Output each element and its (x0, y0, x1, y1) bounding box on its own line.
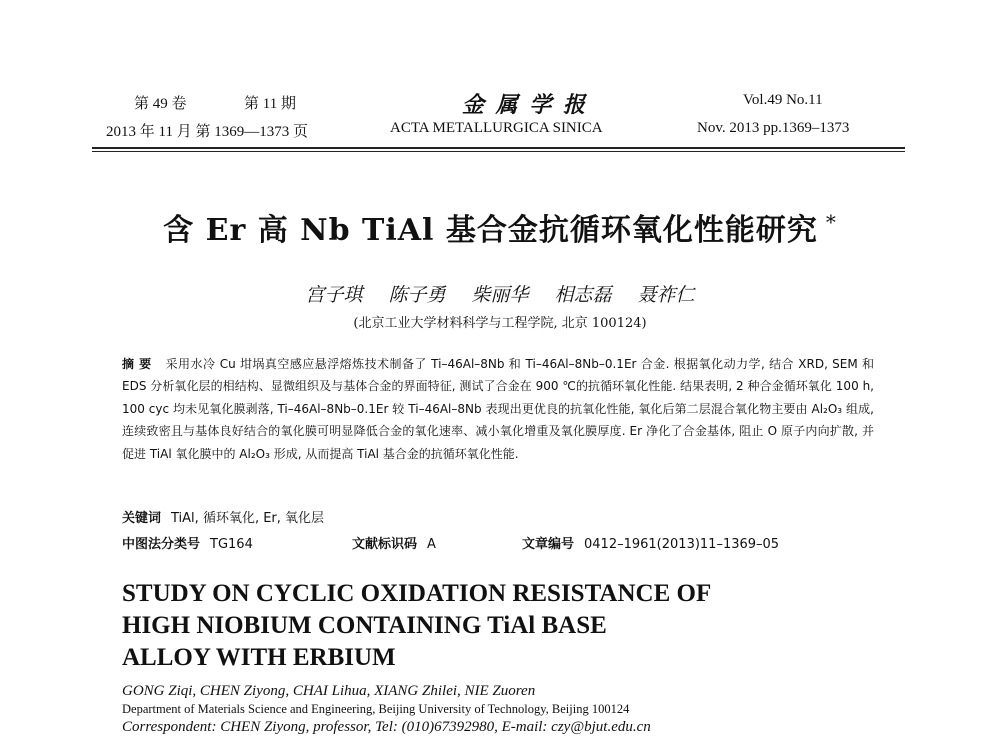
journal-name-cn: 金 属 学 报 (462, 92, 587, 118)
article-number-label: 文章编号 (522, 537, 575, 552)
paper-title-en (122, 578, 882, 674)
title-en-line: STUDY ON CYCLIC OXIDATION RESISTANCE OF (122, 580, 712, 607)
keywords (122, 507, 324, 526)
affiliation-en: Department of Materials Science and Engineering, Beijing University of Technology, Beijing 100124 (122, 702, 630, 716)
affiliation-cn: (北京工业大学材料科学与工程学院, 北京 100124) (353, 316, 647, 331)
correspondent: Correspondent: CHEN Ziyong, professor, Tel: (010)67392980, E-mail: czy@bjut.edu.cn (122, 719, 651, 735)
volume-cn: 第 49 卷 (134, 96, 187, 112)
keywords-label: 关键词 (122, 511, 162, 526)
clc-label: 中图法分类号 (122, 537, 201, 552)
author-cn: 相志磊 (554, 284, 612, 306)
title-en-line: ALLOY WITH ERBIUM (122, 644, 396, 671)
article-number-value: 0412–1961(2013)11–1369–05 (584, 537, 780, 552)
abstract-cn (122, 353, 874, 465)
author-cn: 柴丽华 (471, 284, 529, 306)
title-footnote-mark: * (825, 210, 837, 234)
title-en-line: HIGH NIOBIUM CONTAINING TiAl BASE (122, 612, 607, 639)
clc-value: TG164 (210, 537, 253, 552)
document-code-value: A (427, 537, 436, 552)
abstract-text: 采用水冷 Cu 坩埚真空感应悬浮熔炼技术制备了 Ti–46Al–8Nb 和 Ti–46Al–8Nb–0.1Er 合金. 根据氧化动力学, 结合 XRD, SEM 和 EDS 分析氧化层的相结构、显微组织及与基体合金的界面特征, 测试了合金在 900 ℃的抗循环氧化性能. 结果表明, 2 种合金循环氧化 100 h, 100 cyc 均未见氧化膜剥落, Ti–46Al–8Nb–0.1Er 较 Ti–46Al–8Nb 表现出更优良的抗氧化性能, 氧化后第二层混合氧化物主要由 Al₂O₃ 组成, 连续致密且与基体良好结合的氧化膜可明显降低合金的氧化速率、减小氧化增重及氧化膜厚度. Er 净化了合金基体, 阻止 O 原子内向扩散, 并促进 TiAl 氧化膜中的 Al₂O₃ 形成, 从而提高 TiAl 基合金的抗循环氧化性能. (122, 357, 875, 461)
header-rule-bottom (92, 151, 905, 152)
header-rule-top (92, 147, 905, 149)
document-code (352, 533, 436, 552)
article-number (522, 533, 779, 552)
author-cn: 聂祚仁 (637, 284, 695, 306)
keywords-text: TiAl, 循环氧化, Er, 氧化层 (171, 511, 325, 526)
clc-number (122, 533, 253, 552)
author-cn: 宫子琪 (305, 284, 363, 306)
date-pages-en: Nov. 2013 pp.1369–1373 (697, 120, 850, 136)
authors-en: GONG Ziqi, CHEN Ziyong, CHAI Lihua, XIANG Zhilei, NIE Zuoren (122, 683, 536, 699)
date-pages-cn: 2013 年 11 月 第 1369—1373 页 (106, 124, 308, 140)
journal-name-en: ACTA METALLURGICA SINICA (390, 120, 603, 136)
author-cn: 陈子勇 (388, 284, 446, 306)
issue-cn: 第 11 期 (244, 96, 296, 112)
vol-no-en: Vol.49 No.11 (743, 92, 823, 108)
authors-cn (0, 280, 1000, 307)
paper-title-cn-text: 含 Er 高 Nb TiAl 基合金抗循环氧化性能研究 (163, 213, 818, 248)
abstract-label: 摘 要 (122, 357, 152, 371)
document-code-label: 文献标识码 (352, 537, 418, 552)
paper-title-cn (0, 205, 1000, 249)
